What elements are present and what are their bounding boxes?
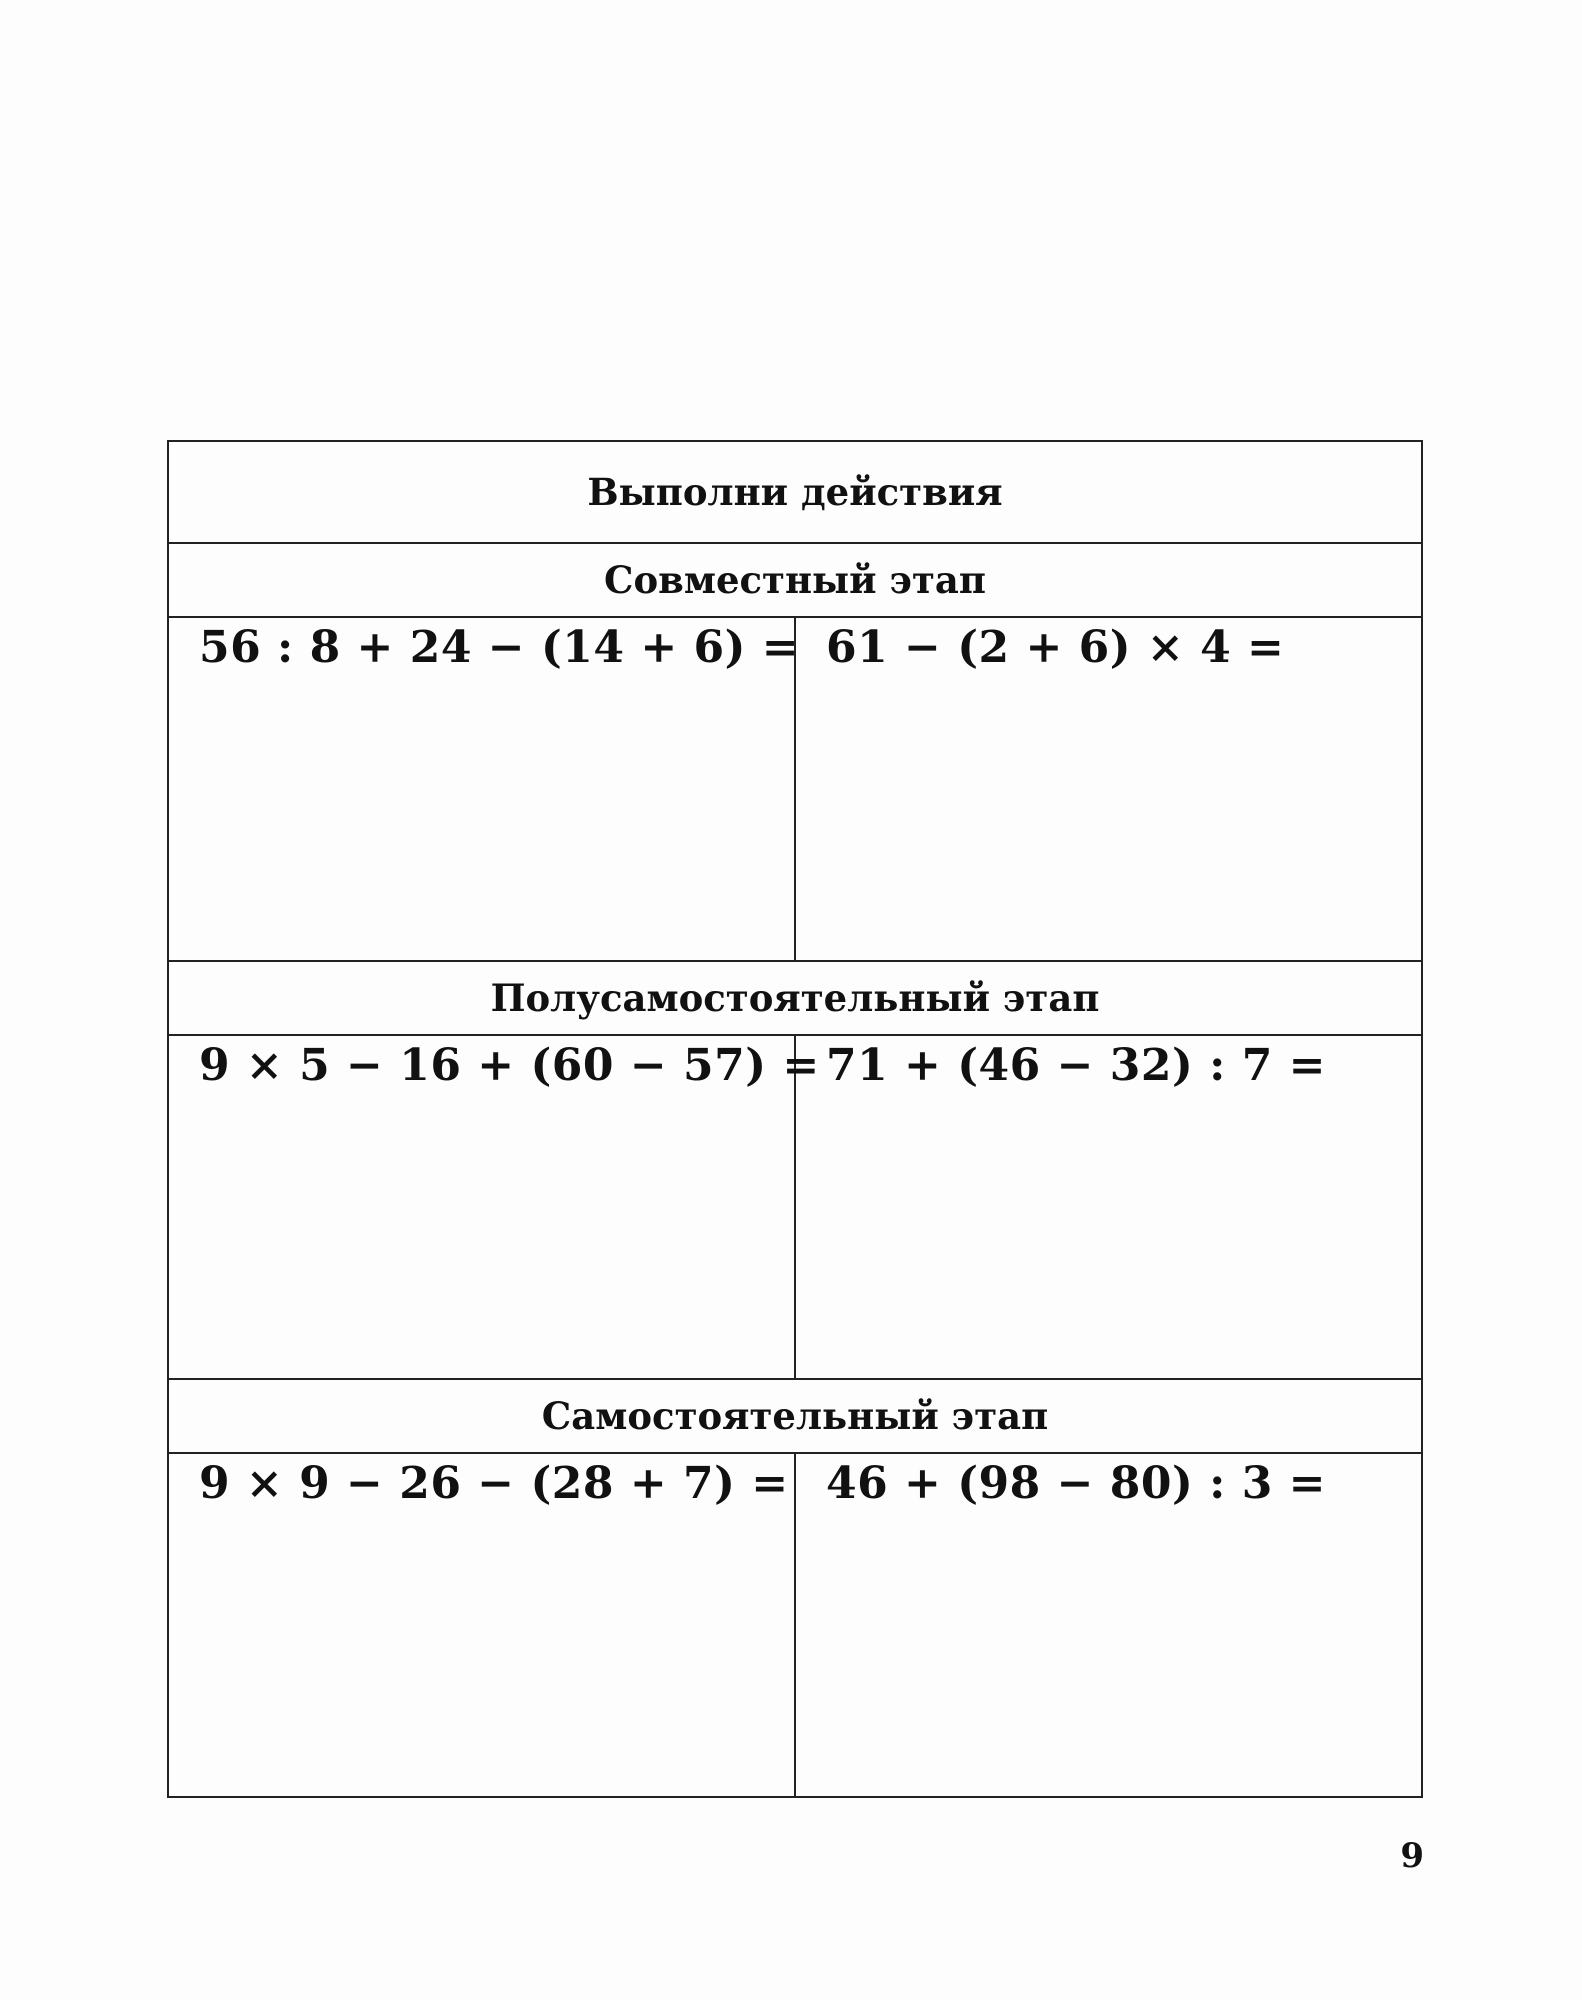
answer-cell[interactable] (795, 1453, 1422, 1797)
expression: 71 + (46 − 32) : 7 = (826, 1040, 1327, 1091)
answer-cell[interactable] (168, 617, 800, 961)
answer-cell[interactable] (795, 1035, 1422, 1379)
expression: 9 × 5 − 16 + (60 − 57) = (199, 1040, 820, 1091)
answer-cell[interactable] (795, 617, 1422, 961)
page-number: 9 (1400, 1836, 1424, 1876)
exercise-table (167, 440, 1423, 1798)
answer-cell[interactable] (168, 1453, 795, 1797)
expression: 9 × 9 − 26 − (28 + 7) = (199, 1458, 789, 1509)
answer-cell[interactable] (168, 1035, 820, 1379)
table-title: Выполни действия (168, 441, 1422, 543)
stage-header-semi-independent: Полусамостоятельный этап (168, 961, 1422, 1035)
expression: 61 − (2 + 6) × 4 = (826, 622, 1285, 673)
expression: 46 + (98 − 80) : 3 = (826, 1458, 1327, 1509)
stage-header-independent: Самостоятельный этап (168, 1379, 1422, 1453)
expression: 56 : 8 + 24 − (14 + 6) = (199, 622, 800, 673)
stage-header-joint: Совместный этап (168, 543, 1422, 617)
